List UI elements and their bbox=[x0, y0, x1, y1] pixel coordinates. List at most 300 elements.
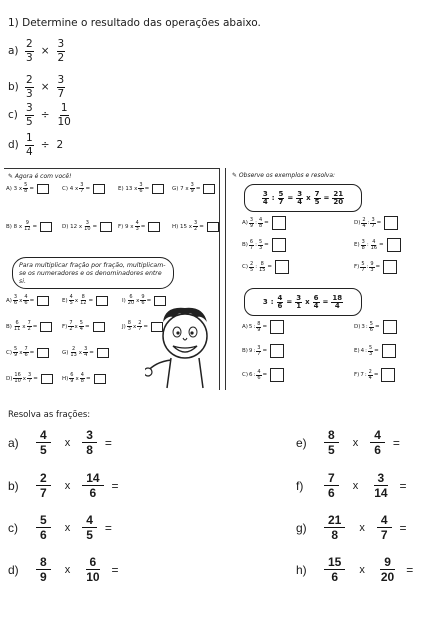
left-row2-d: D) 12 x $\frac{3}{10}$ = bbox=[62, 221, 112, 232]
denominator: 6 bbox=[257, 374, 261, 381]
answer-box[interactable] bbox=[96, 296, 108, 306]
left-grid-e: E) $\frac{4}{5}$ x $\frac{8}{12}$ = bbox=[62, 295, 108, 306]
worksheet-right-panel bbox=[225, 168, 437, 390]
item-label: a) bbox=[8, 45, 19, 57]
denominator: 3 bbox=[135, 226, 139, 232]
denominator: 4 bbox=[26, 145, 33, 158]
item-label: C) bbox=[242, 372, 248, 378]
right-item2-f: F) 7 : $\frac{2}{4}$ = bbox=[354, 368, 395, 382]
item-label: C) bbox=[6, 349, 12, 356]
right-item2-a: A) 5 : $\frac{8}{9}$ = bbox=[242, 320, 284, 334]
numerator: 3 bbox=[28, 372, 32, 378]
numerator: 21 bbox=[324, 513, 345, 528]
fraction bbox=[127, 321, 132, 332]
s3-item-e bbox=[296, 428, 400, 457]
answer-box[interactable] bbox=[37, 184, 49, 194]
numerator: 8 bbox=[81, 294, 85, 300]
fraction bbox=[79, 295, 87, 306]
item-label: F) bbox=[62, 323, 68, 330]
numerator: 3 bbox=[262, 189, 268, 198]
denominator: 1 bbox=[296, 301, 302, 310]
item-label: E) bbox=[354, 242, 360, 248]
left-row1-g: G) 7 x $\frac{3}{9}$ = bbox=[172, 183, 215, 194]
equals-sign: = bbox=[392, 435, 400, 450]
s3-item-g bbox=[296, 513, 407, 542]
fraction bbox=[368, 346, 373, 357]
denominator: 8 bbox=[80, 378, 84, 384]
equals-sign: = bbox=[104, 435, 112, 450]
item-label: f) bbox=[296, 478, 304, 493]
answer-box[interactable] bbox=[381, 368, 395, 382]
item-label: c) bbox=[8, 109, 18, 121]
fraction bbox=[23, 183, 28, 194]
denominator: 3 bbox=[127, 326, 131, 332]
numerator: 4 bbox=[257, 368, 261, 375]
section1-title: 1) Determine o resultado das operações abaixo. bbox=[8, 17, 261, 29]
right-item-a: A) $\frac{3}{9}$ : $\frac{4}{8}$ = bbox=[242, 216, 286, 230]
numerator: 21 bbox=[333, 189, 344, 198]
fraction bbox=[69, 347, 77, 358]
equals-sign: = bbox=[406, 562, 414, 577]
numerator: 4 bbox=[277, 293, 283, 302]
fraction bbox=[13, 373, 21, 384]
fraction bbox=[249, 240, 254, 251]
fraction bbox=[324, 555, 345, 584]
item-label: c) bbox=[8, 520, 18, 535]
fraction bbox=[79, 321, 84, 332]
numerator: 3 bbox=[82, 428, 97, 443]
fraction bbox=[361, 240, 366, 251]
item-label: F) bbox=[354, 264, 360, 270]
equals-sign: = bbox=[399, 520, 407, 535]
denominator: 6 bbox=[24, 352, 28, 358]
equals-sign: = bbox=[399, 478, 407, 493]
denominator: 3 bbox=[26, 51, 33, 64]
numerator: 5 bbox=[278, 189, 284, 198]
left-row2-b: B) 8 x $\frac{9}{12}$ = bbox=[6, 221, 52, 232]
denominator: 8 bbox=[331, 528, 339, 542]
answer-box[interactable] bbox=[37, 348, 49, 358]
s3-item-h bbox=[296, 555, 413, 584]
fraction bbox=[27, 373, 32, 384]
numerator: 8 bbox=[260, 260, 264, 267]
fraction bbox=[23, 221, 31, 232]
times-sign: x bbox=[352, 436, 359, 449]
s3-item-d bbox=[8, 555, 119, 584]
fraction bbox=[258, 218, 263, 229]
whole-number: 3 bbox=[361, 324, 365, 330]
denominator: 8 bbox=[361, 244, 365, 251]
numerator: 3 bbox=[257, 344, 261, 351]
fraction bbox=[57, 102, 72, 128]
fraction bbox=[256, 322, 261, 333]
numerator: 9 bbox=[370, 260, 374, 267]
denominator: 5 bbox=[314, 197, 320, 206]
denominator: 13 bbox=[70, 352, 77, 358]
section1-item-a bbox=[8, 38, 65, 64]
answer-box[interactable] bbox=[275, 260, 289, 274]
numerator: 8 bbox=[36, 555, 51, 570]
times-sign: x bbox=[64, 436, 71, 449]
whole-number: 4 bbox=[360, 348, 365, 354]
fraction bbox=[36, 428, 51, 457]
fraction bbox=[370, 218, 375, 229]
fraction bbox=[69, 295, 74, 306]
item-label: b) bbox=[8, 478, 19, 493]
denominator: 10 bbox=[14, 378, 21, 384]
whole-number: 6 bbox=[249, 372, 253, 378]
item-label: a) bbox=[8, 435, 19, 450]
fraction bbox=[13, 321, 21, 332]
item-label: C) bbox=[242, 264, 248, 270]
answer-box[interactable] bbox=[93, 322, 105, 332]
section1-item-d bbox=[8, 132, 63, 158]
item-label: I) bbox=[122, 297, 126, 304]
whole-number: 2 bbox=[56, 139, 64, 151]
fraction bbox=[82, 471, 103, 500]
item-label: A) bbox=[6, 297, 12, 304]
fraction bbox=[324, 513, 345, 542]
answer-box[interactable] bbox=[383, 260, 397, 274]
numerator: 8 bbox=[127, 320, 131, 326]
equals-sign: = bbox=[104, 520, 112, 535]
worksheet-left-header: ✎ Agora é com você! bbox=[8, 173, 72, 180]
equals-sign: = bbox=[111, 562, 119, 577]
numerator: 4 bbox=[377, 513, 392, 528]
left-row1-c: C) 4 x $\frac{3}{7}$ = bbox=[62, 183, 105, 194]
denominator: 7 bbox=[257, 350, 261, 357]
denominator: 5 bbox=[250, 266, 254, 273]
numerator: 4 bbox=[80, 372, 84, 378]
item-label: E) 13 x bbox=[118, 185, 138, 192]
item-label: E) bbox=[354, 348, 360, 354]
item-label: G) bbox=[62, 349, 69, 356]
item-label: A) bbox=[242, 324, 248, 330]
fraction bbox=[82, 428, 97, 457]
fraction bbox=[258, 262, 266, 273]
left-row1-a: A) 3 x $\frac{5}{8}$ = bbox=[6, 183, 49, 194]
item-label: D) 12 x bbox=[62, 223, 83, 230]
fraction bbox=[369, 262, 374, 273]
answer-box[interactable] bbox=[93, 184, 105, 194]
fraction bbox=[127, 295, 135, 306]
numerator: 5 bbox=[368, 344, 373, 351]
fraction bbox=[83, 221, 91, 232]
denominator: 4 bbox=[79, 326, 83, 332]
left-grid-j: J) $\frac{8}{3}$ x $\frac{2}{7}$ = bbox=[122, 321, 163, 332]
left-grid-c: C) $\frac{5}{9}$ x $\frac{7}{6}$ = bbox=[6, 347, 49, 358]
denominator: 10 bbox=[86, 570, 100, 584]
fraction bbox=[256, 370, 261, 381]
fraction bbox=[377, 513, 392, 542]
item-label: D) bbox=[6, 375, 13, 382]
answer-box[interactable] bbox=[387, 238, 401, 252]
item-label: b) bbox=[8, 81, 19, 93]
fraction bbox=[278, 191, 285, 206]
denominator: 10 bbox=[84, 226, 91, 232]
example-box-2: 3 : $\frac{4}{6}$ = $\frac{3}{1}$ x $\frac{6}{4}$ = $\frac{18}{4}$ bbox=[244, 288, 362, 316]
answer-box[interactable] bbox=[152, 184, 164, 194]
fraction bbox=[80, 373, 85, 384]
numerator: 6 bbox=[70, 372, 74, 378]
left-grid-b: B) $\frac{6}{11}$ x $\frac{7}{2}$ = bbox=[6, 321, 52, 332]
s3-item-a bbox=[8, 428, 112, 457]
numerator: 1 bbox=[60, 102, 68, 114]
section3-title: Resolva as frações: bbox=[8, 410, 91, 420]
numerator: 2 bbox=[72, 346, 76, 352]
numerator: 3 bbox=[296, 293, 302, 302]
answer-box[interactable] bbox=[270, 344, 284, 358]
item-label: B) bbox=[242, 242, 248, 248]
operator: ÷ bbox=[40, 109, 50, 121]
answer-box[interactable] bbox=[382, 344, 396, 358]
numerator: 5 bbox=[361, 260, 365, 267]
item-label: J) bbox=[122, 323, 126, 330]
numerator: 2 bbox=[368, 368, 372, 375]
equals-sign: = bbox=[111, 478, 119, 493]
fraction bbox=[370, 240, 378, 251]
fraction bbox=[277, 295, 284, 310]
numerator: 18 bbox=[332, 293, 343, 302]
answer-box[interactable] bbox=[148, 222, 160, 232]
right-item-c: C) $\frac{2}{5}$ : $\frac{8}{15}$ = bbox=[242, 260, 289, 274]
left-grid-f: F) $\frac{7}{2}$ x $\frac{5}{4}$ = bbox=[62, 321, 105, 332]
fraction bbox=[262, 191, 269, 206]
fraction bbox=[314, 191, 321, 206]
fraction bbox=[13, 295, 18, 306]
fraction bbox=[82, 513, 97, 542]
left-grid-h: H) $\frac{6}{9}$ x $\frac{4}{8}$ = bbox=[62, 373, 106, 384]
fraction bbox=[36, 513, 51, 542]
numerator: 6 bbox=[129, 294, 133, 300]
numerator: 4 bbox=[24, 294, 28, 300]
numerator: 7 bbox=[314, 189, 320, 198]
fraction bbox=[313, 295, 320, 310]
numerator: 7 bbox=[69, 320, 73, 326]
denominator: 6 bbox=[141, 300, 145, 306]
fraction bbox=[83, 347, 88, 358]
right-item2-b: B) 9 : $\frac{3}{7}$ = bbox=[242, 344, 284, 358]
fraction bbox=[324, 471, 339, 500]
fraction bbox=[23, 295, 28, 306]
numerator: 5 bbox=[79, 320, 83, 326]
section1-item-c bbox=[8, 102, 72, 128]
numerator: 3 bbox=[13, 294, 18, 300]
item-label: e) bbox=[296, 435, 307, 450]
numerator: 5 bbox=[369, 320, 373, 327]
answer-box[interactable] bbox=[100, 222, 112, 232]
denominator: 9 bbox=[249, 222, 254, 229]
fraction bbox=[27, 321, 32, 332]
cartoon-boy-illustration bbox=[145, 300, 225, 390]
denominator: 6 bbox=[369, 326, 373, 333]
denominator: 5 bbox=[328, 443, 335, 457]
denominator: 7 bbox=[380, 528, 388, 542]
whole-number: 5 bbox=[248, 324, 253, 330]
right-item-e: E) $\frac{3}{8}$ : $\frac{4}{16}$ = bbox=[354, 238, 401, 252]
denominator: 2 bbox=[194, 226, 198, 232]
right-item2-e: E) 4 : $\frac{5}{3}$ = bbox=[354, 344, 396, 358]
answer-box[interactable] bbox=[97, 348, 109, 358]
item-label: D) bbox=[354, 324, 361, 330]
denominator: 3 bbox=[26, 87, 33, 100]
left-grid-d: D) $\frac{16}{10}$ x $\frac{3}{7}$ = bbox=[6, 373, 53, 384]
denominator: 7 bbox=[138, 326, 142, 332]
fraction bbox=[331, 295, 343, 310]
denominator: 6 bbox=[374, 443, 381, 457]
numerator: 4 bbox=[36, 428, 51, 443]
denominator: 5 bbox=[40, 443, 47, 457]
fraction bbox=[258, 240, 263, 251]
item-label: E) bbox=[62, 297, 68, 304]
numerator: 3 bbox=[57, 74, 65, 86]
fraction bbox=[249, 262, 254, 273]
answer-box[interactable] bbox=[270, 320, 284, 334]
item-label: B) 8 x bbox=[6, 223, 23, 230]
answer-box[interactable] bbox=[384, 216, 398, 230]
section1-item-b bbox=[8, 74, 65, 100]
fraction bbox=[370, 428, 385, 457]
denominator: 4 bbox=[262, 197, 268, 206]
fraction bbox=[377, 555, 398, 584]
fraction bbox=[370, 471, 391, 500]
fraction bbox=[82, 555, 103, 584]
numerator: 3 bbox=[249, 216, 254, 223]
denominator: 3 bbox=[258, 244, 263, 251]
numerator: 9 bbox=[141, 294, 145, 300]
left-grid-a: A) $\frac{3}{6}$ x $\frac{4}{6}$ = bbox=[6, 295, 49, 306]
answer-box[interactable] bbox=[270, 368, 284, 382]
numerator: 4 bbox=[258, 216, 263, 223]
numerator: 3 bbox=[371, 216, 375, 223]
numerator: 9 bbox=[25, 220, 29, 226]
numerator: 3 bbox=[84, 346, 88, 352]
numerator: 2 bbox=[138, 320, 142, 326]
right-item-d: D) $\frac{2}{4}$ : $\frac{3}{7}$ = bbox=[354, 216, 398, 230]
fraction bbox=[369, 322, 374, 333]
times-sign: x bbox=[352, 479, 359, 492]
answer-box[interactable] bbox=[383, 320, 397, 334]
answer-box[interactable] bbox=[40, 322, 52, 332]
numerator: 3 bbox=[361, 238, 365, 245]
fraction bbox=[36, 555, 51, 584]
denominator: 9 bbox=[257, 326, 261, 333]
fraction bbox=[190, 183, 195, 194]
numerator: 3 bbox=[194, 220, 198, 226]
denominator: 7 bbox=[40, 486, 47, 500]
numerator: 4 bbox=[372, 238, 376, 245]
answer-box[interactable] bbox=[272, 216, 286, 230]
fraction bbox=[296, 191, 303, 206]
fraction bbox=[361, 218, 366, 229]
answer-box[interactable] bbox=[37, 296, 49, 306]
answer-box[interactable] bbox=[40, 222, 52, 232]
s3-item-b bbox=[8, 471, 119, 500]
fraction bbox=[13, 347, 18, 358]
denominator: 3 bbox=[368, 350, 373, 357]
fraction bbox=[249, 218, 254, 229]
whole-number: 3 bbox=[262, 298, 268, 306]
numerator: 8 bbox=[324, 428, 339, 443]
fraction bbox=[135, 221, 140, 232]
fraction bbox=[25, 38, 34, 64]
whole-number: 7 bbox=[360, 372, 364, 378]
answer-box[interactable] bbox=[272, 238, 286, 252]
numerator: 1 bbox=[26, 132, 33, 144]
fraction bbox=[137, 321, 142, 332]
whole-number: 9 bbox=[248, 348, 253, 354]
denominator: 20 bbox=[127, 300, 135, 306]
item-label: d) bbox=[8, 562, 19, 577]
denominator: 2 bbox=[57, 51, 65, 64]
answer-box[interactable] bbox=[203, 184, 215, 194]
denominator: 2 bbox=[27, 326, 31, 332]
numerator: 6 bbox=[313, 293, 319, 302]
denominator: 9 bbox=[70, 378, 74, 384]
fraction bbox=[79, 183, 84, 194]
item-label: C) 4 x bbox=[62, 185, 79, 192]
left-row2-f: F) 9 x $\frac{4}{3}$ = bbox=[118, 221, 160, 232]
numerator: 8 bbox=[257, 320, 261, 327]
fraction bbox=[324, 428, 339, 457]
denominator: 6 bbox=[40, 528, 47, 542]
answer-box[interactable] bbox=[41, 374, 53, 384]
times-sign: x bbox=[359, 521, 365, 534]
denominator: 12 bbox=[24, 226, 31, 232]
right-item2-d: D) 3 : $\frac{5}{6}$ = bbox=[354, 320, 397, 334]
left-row1-e: E) 13 x $\frac{3}{6}$ = bbox=[118, 183, 164, 194]
numerator: 6 bbox=[15, 320, 19, 326]
denominator: 8 bbox=[86, 443, 93, 457]
left-grid-i: I) $\frac{6}{20}$ x $\frac{9}{6}$ = bbox=[122, 295, 166, 306]
denominator: 6 bbox=[89, 486, 97, 500]
denominator: 14 bbox=[374, 486, 388, 500]
denominator: 5 bbox=[69, 300, 73, 306]
denominator: 16 bbox=[370, 244, 378, 251]
item-label: F) 9 x bbox=[118, 223, 134, 230]
numerator: 6 bbox=[86, 555, 101, 570]
denominator: 6 bbox=[139, 188, 143, 194]
denominator: 9 bbox=[40, 570, 47, 584]
right-item-f: F) $\frac{5}{7}$ : $\frac{9}{3}$ = bbox=[354, 260, 397, 274]
denominator: 7 bbox=[249, 244, 254, 251]
fraction bbox=[68, 321, 73, 332]
s3-item-c bbox=[8, 513, 112, 542]
denominator: 10 bbox=[57, 115, 71, 128]
numerator: 2 bbox=[362, 216, 366, 223]
fraction bbox=[256, 346, 261, 357]
numerator: 3 bbox=[190, 182, 194, 188]
denominator: 4 bbox=[362, 222, 366, 229]
numerator: 3 bbox=[374, 471, 389, 486]
times-sign: x bbox=[359, 563, 365, 576]
numerator: 2 bbox=[36, 471, 51, 486]
numerator: 2 bbox=[250, 260, 254, 267]
answer-box[interactable] bbox=[94, 374, 106, 384]
item-label: H) bbox=[62, 375, 69, 382]
denominator: 7 bbox=[80, 188, 84, 194]
denominator: 20 bbox=[380, 570, 395, 584]
numerator: 7 bbox=[24, 346, 28, 352]
fraction bbox=[69, 373, 74, 384]
denominator: 2 bbox=[69, 326, 73, 332]
answer-box[interactable] bbox=[207, 222, 219, 232]
denominator: 4 bbox=[334, 301, 340, 310]
left-row2-h: H) 15 x $\frac{3}{2}$ = bbox=[172, 221, 219, 232]
numerator: 5 bbox=[258, 238, 263, 245]
denominator: 12 bbox=[80, 300, 87, 306]
denominator: 15 bbox=[259, 266, 266, 273]
